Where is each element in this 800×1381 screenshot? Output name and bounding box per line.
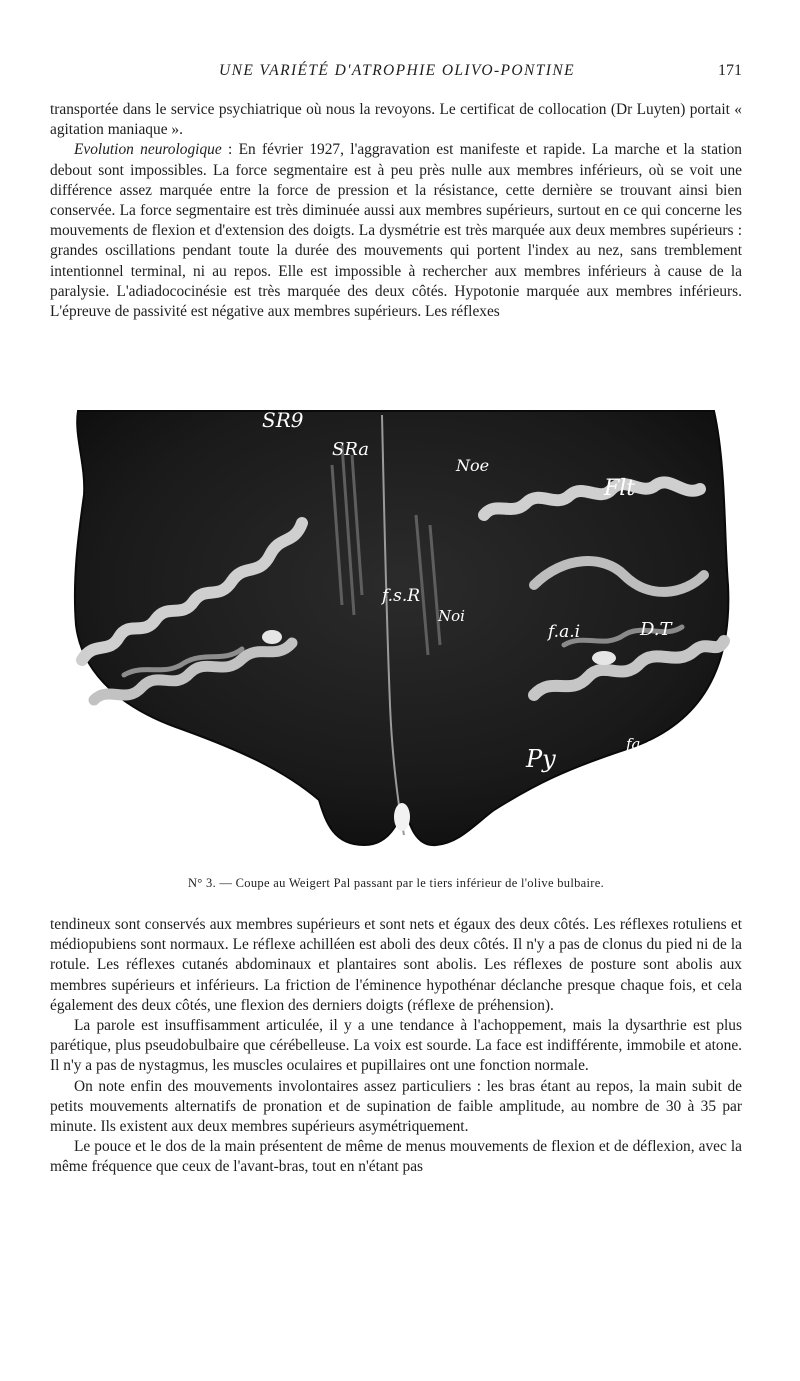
left-white-spot xyxy=(262,630,282,644)
paragraph-collocation: transportée dans le service psychiatrique où nous la revoyons. Le certificat de collocation (Dr Luyten) portait « agitation maniaque ». xyxy=(50,101,742,139)
paragraph-pouce: Le pouce et le dos de la main présentent de même de menus mouvements de flexion et de déflexion, avec la même fréquence que ceux de l'avant-bras, tout en n'étant pas xyxy=(50,1138,742,1176)
label-sra: SRa xyxy=(332,439,370,460)
paragraph-involuntary-movements: On note enfin des mouvements involontaires assez particuliers : les bras étant au repos, la main subit de petits mouvements alternatifs de pronation et de supination de faible amplitude, au nombre de 30 à 35 par minute. Ils existent aux deux membres supérieurs asymétriquement. xyxy=(50,1077,742,1136)
label-sr9: SR9 xyxy=(262,408,304,432)
running-title: UNE VARIÉTÉ D'ATROPHIE OLIVO-PONTINE xyxy=(219,62,575,79)
label-fai: f.a.i xyxy=(548,622,581,642)
running-header xyxy=(52,62,742,84)
paragraph-reflexes: tendineux sont conservés aux membres supérieurs et sont nets et égaux des deux côtés. Les réflexes rotuliens et médiopubiens sont normaux. Le réflexe achilléen est aboli des deux côtés. Il n'y a pas de clonus du pied ni de la rotule. Les réflexes cutanés abdominaux et plantaires sont abolis. Les réflexes de posture sont abolis aux membres supérieurs et inférieurs. La friction de l'éminence hypothénar déclanche presque chaque fois, et cela également des deux côtés, une flexion des derniers doigts (réflexe de préhension). xyxy=(50,916,742,1014)
figure-caption: N° 3. — Coupe au Weigert Pal passant par le tiers inférieur de l'olive bulbaire. xyxy=(187,876,604,890)
right-white-spot xyxy=(592,651,616,665)
label-flt: Flt xyxy=(604,476,636,501)
label-noe: Noe xyxy=(456,456,490,475)
body-text-top xyxy=(50,100,742,322)
paragraph-evolution-text: : En février 1927, l'aggravation est manifeste et rapide. La marche et la station debout sont impossibles. La force segmentaire est à peu près nulle aux membres inférieurs, où se voit une différence assez marquée entre la force de pression et la résistance, cette dernière se trouvant ainsi bien conservée. La force segmentaire est très diminuée aussi aux membres supérieurs, surtout en ce qui concerne les mouvements de flexion et d'extension des doigts. La dysmétrie est très marquée aux deux membres supérieurs : grandes oscillations pendant toute la durée des mouvements qui portent l'index au nez, sans tremblement intentionnel terminal, ni au repos. Elle est impossible à rechercher aux membres inférieurs à cause de la paralysie. L'adiadococinésie est très marquée des deux côtés. Hypotonie marquée aux membres inférieurs. L'épreuve de passivité est négative aux membres supérieurs. Les réflexes xyxy=(50,141,742,321)
paragraph-evolution xyxy=(50,140,742,322)
bottom-notch xyxy=(394,803,410,831)
weigert-pal-section-image xyxy=(64,405,734,855)
histology-figure xyxy=(64,405,734,855)
label-noi: Noi xyxy=(438,607,465,625)
label-fsr: f.s.R xyxy=(382,586,421,606)
label-dt: D.T xyxy=(640,619,672,640)
paragraph-parole: La parole est insuffisamment articulée, il y a une tendance à l'achoppement, mais la dysarthrie est plus parétique, plus pseudobulbaire que cérébelleuse. La voix est sourde. La face est indifférente, immobile et atone. Il n'y a pas de nystagmus, les muscles oculaires et pupillaires ont une fonction normale. xyxy=(50,1017,742,1075)
page-number: 171 xyxy=(718,62,742,79)
subheading-evolution: Evolution neurologique xyxy=(74,141,222,159)
body-text-bottom xyxy=(50,915,742,1178)
label-fae: fa.e xyxy=(626,735,655,753)
label-py: Py xyxy=(526,745,556,773)
